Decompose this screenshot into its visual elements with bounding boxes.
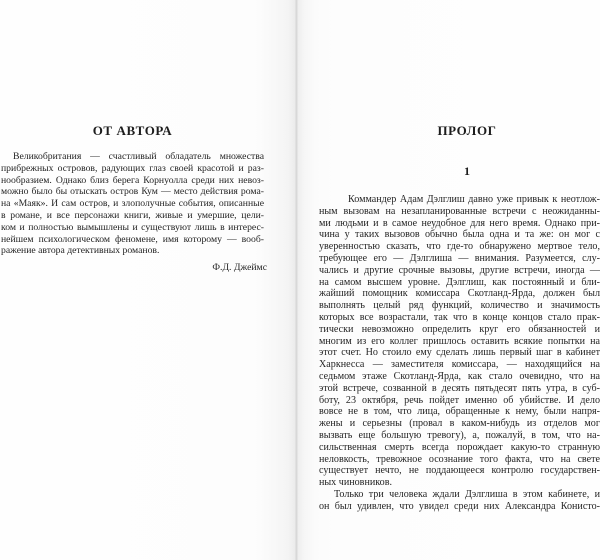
text-line: многим из его коллег пришлось оставить всякие попытки на bbox=[319, 335, 600, 347]
text-line: ным вызовам на незапланированные встречи с неожиданны- bbox=[319, 205, 600, 217]
text-line: нейшем психологическом феномене, имя которому — вооб- bbox=[1, 233, 264, 245]
text-line: на «Маяк». И сам остров, и злополучные события, описанные bbox=[1, 198, 264, 210]
text-line: сильственная смерть всегда порождает какую-то странную bbox=[319, 441, 600, 453]
text-line: на самом высшем уровне. Дэлглиш, как постоянный и бли- bbox=[319, 276, 600, 288]
text-line: можно было бы отыскать остров Кум — место действия рома- bbox=[1, 186, 264, 198]
text-line: боту, 23 октября, речь пойдет именно об убийстве. И дело bbox=[319, 394, 600, 406]
text-line: которых все возрастали, так что в конце концов стало прак- bbox=[319, 311, 600, 323]
text-line: ных чиновников. bbox=[319, 477, 392, 489]
left-page-body bbox=[1, 151, 264, 257]
text-line: жены и серьезны (провал в каком-нибудь из отделов мог bbox=[319, 418, 600, 430]
text-line: в романе, и все персонажи книги, живые и умершие, цели- bbox=[1, 209, 264, 221]
text-line: ражение автора детективных романов. bbox=[1, 245, 160, 257]
text-line: чались и другие срочные вызовы, другие встречи, иногда — bbox=[319, 264, 600, 276]
text-line: Коммандер Адам Дэлглиш давно уже привык к неотлож- bbox=[348, 194, 600, 205]
text-line: этой встрече, созванной в десять пятьдесят пять утра, в суб- bbox=[319, 382, 600, 394]
text-line: неловкость, тревожное осознание того факта, что на свете bbox=[319, 453, 600, 465]
text-line: ми людьми и в самое неудобное для него время. Однако при- bbox=[319, 217, 600, 229]
right-page-heading: ПРОЛОГ bbox=[437, 123, 497, 138]
text-line: тически невозможно определить круг его обязанностей и bbox=[319, 323, 600, 335]
text-line: требующее его — Дэлглиша — внимания. Разумеется, слу- bbox=[319, 252, 600, 264]
text-line: вовсе не в том, что лица, обращенные к нему, были напря- bbox=[319, 406, 600, 418]
text-line: седьмом этаже Скотланд-Ярда, как стало очевидно, что на bbox=[319, 370, 600, 382]
text-line: Великобритания — счастливый обладатель множества bbox=[13, 151, 264, 162]
right-page-body bbox=[319, 194, 600, 513]
text-line: чина у таких вызовов обычно была одна и та же: он мог с bbox=[319, 229, 600, 241]
text-line: уверенностью сказать, что где-то обнаружено мертвое тело, bbox=[319, 241, 600, 253]
text-line: Харкнесса — заместителя комиссара, — находящийся на bbox=[319, 359, 600, 371]
text-line: жайший помощник комиссара Скотланд-Ярда, должен был bbox=[319, 288, 600, 300]
text-line: прибрежных островов, радующих глаз своей красотой и раз- bbox=[1, 162, 264, 174]
text-line: нообразием. Однако близ берега Корнуолла среди них невоз- bbox=[1, 174, 264, 186]
text-line: ком и полностью вымышлены и существуют лишь в интерес- bbox=[1, 221, 264, 233]
text-line: вызвать еще большую тревогу), а, пожалуй, в том, что на- bbox=[319, 429, 600, 441]
chapter-number: 1 bbox=[464, 164, 470, 178]
text-line: существует нечто, не поддающееся контролю государствен- bbox=[319, 465, 600, 477]
author-signature: Ф.Д. Джеймс bbox=[212, 262, 267, 273]
text-line: выполнять целый ряд функций, количество и значимость bbox=[319, 300, 600, 312]
left-page-heading: ОТ АВТОРА bbox=[92, 123, 173, 138]
page-gutter-shadow bbox=[295, 0, 298, 560]
text-line: он был удивлен, что увидел среди них Александра Конисто- bbox=[319, 500, 600, 512]
text-line: этот счет. Но стоило ему сделать лишь первый шаг в кабинет bbox=[319, 347, 600, 359]
text-line: Только три человека ждали Дэлглиша в этом кабинете, и bbox=[334, 488, 600, 500]
left-page bbox=[0, 0, 297, 560]
